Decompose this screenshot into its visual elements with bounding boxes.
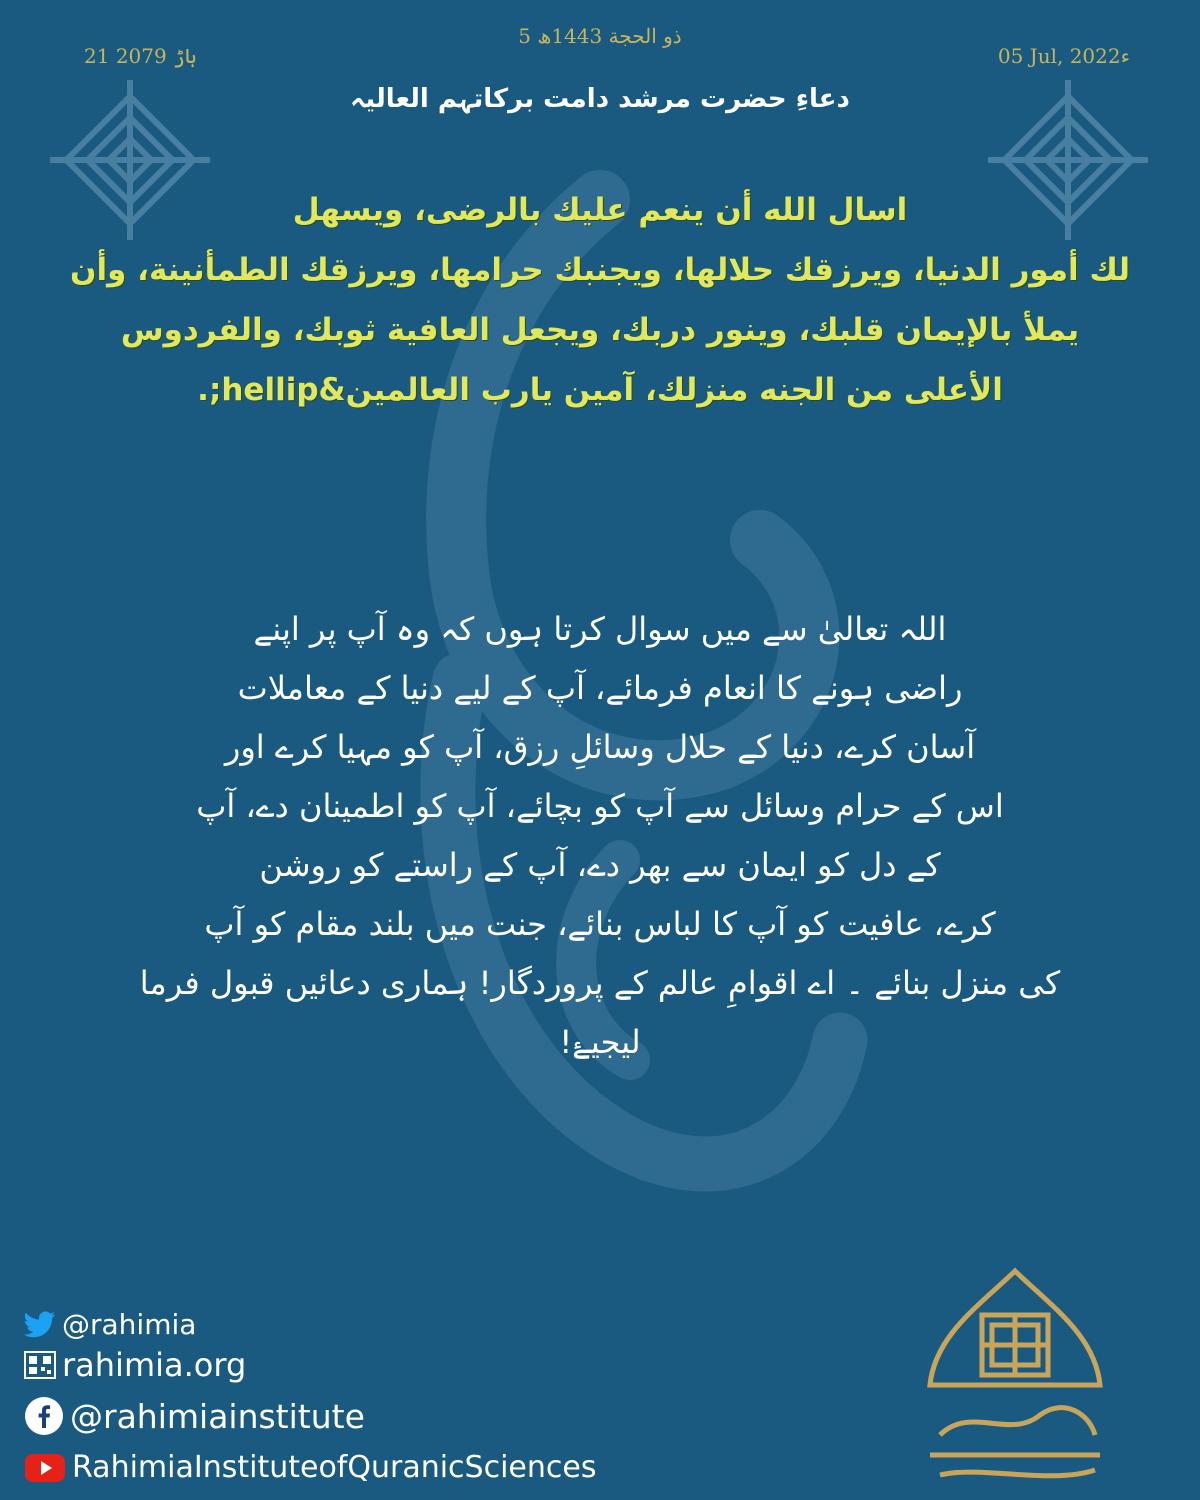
website-url: rahimia.org: [62, 1346, 247, 1384]
urdu-line: کی منزل بنائے ۔ اے اقوامِ عالم کے پروردگار! ہماری دعائیں قبول فرما: [139, 964, 1061, 1002]
facebook-f-icon: [24, 1396, 64, 1436]
arabic-dua: [70, 180, 1130, 420]
date-bikram: 21 ہاڑ 2079: [84, 44, 197, 68]
urdu-line: لیجیۓ!: [559, 1023, 641, 1061]
youtube-play-icon: [24, 1453, 66, 1483]
arabic-line: اسال الله أن ينعم عليك بالرضى، ويسهل: [292, 192, 908, 228]
urdu-line: اس کے حرام وسائل سے آپ کو بچائے، آپ کو اطمینان دے، آپ: [196, 787, 1004, 825]
urdu-line: راضی ہونے کا انعام فرمائے، آپ کے لیے دنیا کے معاملات: [237, 669, 963, 707]
youtube-link[interactable]: [24, 1450, 596, 1485]
facebook-handle: @rahimiainstitute: [70, 1396, 365, 1436]
urdu-translation: [120, 600, 1080, 1072]
website-link[interactable]: [24, 1346, 246, 1384]
urdu-line: کے دل کو ایمان سے بھر دے، آپ کے راستے کو روشن: [259, 846, 941, 884]
arabic-line: لك أمور الدنيا، ويرزقك حلالها، ويجنبك حرامها، ويرزقك الطمأنينة، وأن: [70, 252, 1130, 288]
urdu-line: آسان کرے، دنیا کے حلال وسائلِ رزق، آپ کو مہیا کرے اور: [224, 728, 976, 766]
youtube-channel: RahimiaInstituteofQuranicSciences: [72, 1450, 597, 1485]
arabic-line: يملأ بالإيمان قلبك، وينور دربك، ويجعل العافية ثوبك، والفردوس: [120, 312, 1080, 348]
page-title: دعاءِ حضرت مرشد دامت برکاتہم العالیہ: [350, 84, 850, 114]
facebook-link[interactable]: [24, 1396, 365, 1436]
rahimia-institute-logo-icon: [900, 1265, 1130, 1490]
date-gregorian: 05 Jul, 2022ء: [997, 44, 1130, 68]
twitter-bird-icon: [24, 1311, 56, 1339]
twitter-handle: @rahimia: [62, 1308, 197, 1341]
qr-web-icon: [24, 1351, 56, 1379]
twitter-link[interactable]: [24, 1308, 196, 1341]
date-hijri: 5 ذو الحجة 1443ھ: [518, 24, 682, 48]
urdu-line: اللہ تعالیٰ سے میں سوال کرتا ہوں کہ وہ آپ پر اپنے: [253, 610, 947, 648]
urdu-line: کرے، عافیت کو آپ کا لباس بنائے، جنت میں بلند مقام کو آپ: [204, 905, 996, 943]
arabic-line: الأعلى من الجنه منزلك، آمين يارب العالمين&hellip;.: [197, 372, 1003, 408]
